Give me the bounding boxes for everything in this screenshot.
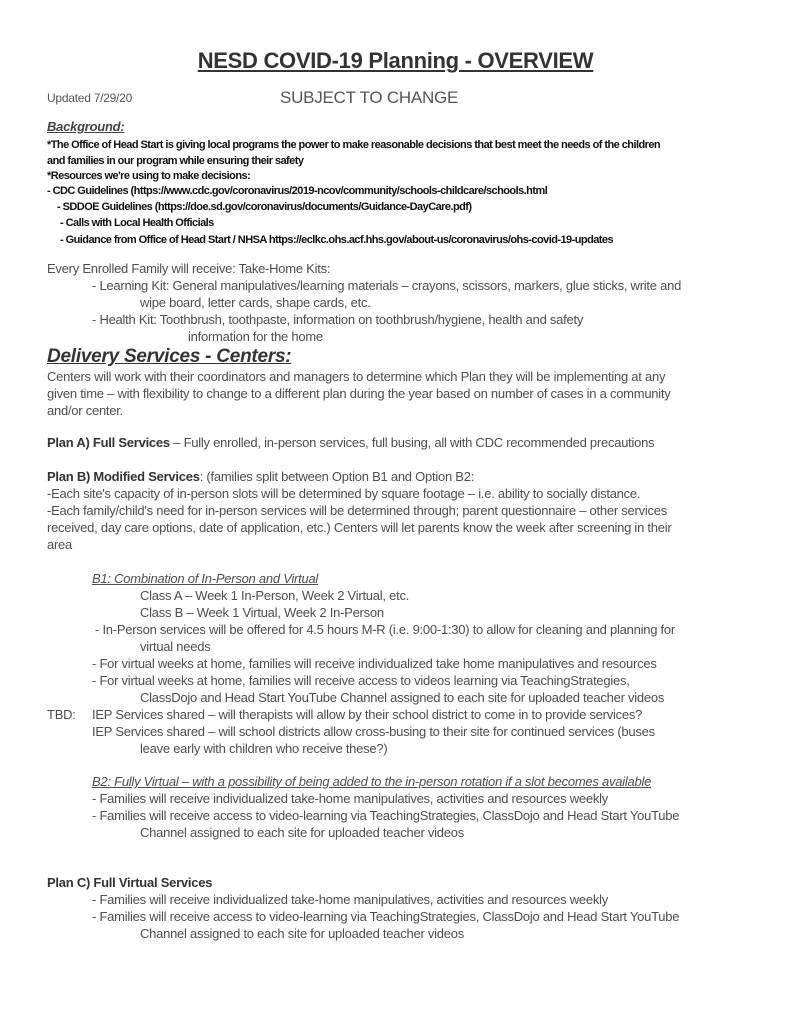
- plan-c-line-1: - Families will receive individualized take-home manipulatives, activities and resources weekly: [92, 892, 608, 907]
- background-line: and families in our program while ensuring their safety: [47, 155, 304, 167]
- plan-b-line: received, day care options, date of application, etc.) Centers will let parents know the week after screening in their: [47, 520, 672, 535]
- b1-class-b: Class B – Week 1 Virtual, Week 2 In-Person: [140, 605, 384, 620]
- health-kit: - Health Kit: Toothbrush, toothpaste, information on toothbrush/hygiene, health and safety: [92, 312, 584, 327]
- resource-head-start: - Guidance from Office of Head Start / NHSA https://eclkc.ohs.acf.hhs.gov/about-us/coronavirus/ohs-covid-19-updates: [60, 234, 614, 246]
- plan-b-line: -Each site's capacity of in-person slots will be determined by square footage – i.e. ability to socially distance.: [47, 486, 641, 501]
- delivery-heading: Delivery Services - Centers:: [47, 346, 292, 367]
- plan-c-line-2: - Families will receive access to video-learning via TeachingStrategies, ClassDojo and Head Start YouTube: [92, 909, 680, 924]
- background-heading: Background:: [47, 119, 125, 134]
- b2-line-2: - Families will receive access to video-learning via TeachingStrategies, ClassDojo and Head Start YouTube: [92, 808, 680, 823]
- iep-2: IEP Services shared – will school districts allow cross-busing to their site for continued services (buses: [92, 724, 655, 739]
- b1-heading: B1: Combination of In-Person and Virtual: [92, 571, 319, 586]
- kits-intro: Every Enrolled Family will receive: Take-Home Kits:: [47, 261, 331, 276]
- plan-c-line-2-cont: Channel assigned to each site for uploaded teacher videos: [140, 926, 464, 941]
- b1-virtual-2: - For virtual weeks at home, families will receive access to videos learning via TeachingStrategies,: [92, 673, 630, 688]
- plan-b-line: -Each family/child's need for in-person services will be determined through; parent questionnaire – other services: [47, 503, 667, 518]
- page-title: NESD COVID-19 Planning - OVERVIEW: [197, 48, 594, 73]
- plan-c-label: Plan C) Full Virtual Services: [47, 875, 213, 890]
- b1-class-a: Class A – Week 1 In-Person, Week 2 Virtual, etc.: [140, 588, 410, 603]
- resource-health-officials: - Calls with Local Health Officials: [60, 217, 214, 229]
- background-line: *Resources we're using to make decisions:: [47, 170, 251, 182]
- iep-1: IEP Services shared – will therapists will allow by their school district to come in to provide services?: [92, 707, 643, 722]
- iep-2-cont: leave early with children who receive these?): [140, 741, 388, 756]
- delivery-intro: given time – with flexibility to change to a different plan during the year based on number of cases in a community: [47, 386, 671, 401]
- b1-virtual-1: - For virtual weeks at home, families will receive individualized take home manipulatives and resources: [92, 656, 657, 671]
- plan-b: [47, 469, 474, 485]
- plan-a: [47, 435, 654, 451]
- plan-b-text: : (families split between Option B1 and Option B2:: [199, 469, 475, 484]
- b1-virtual-2-cont: ClassDojo and Head Start YouTube Channel assigned to each site for uploaded teacher videos: [140, 690, 665, 705]
- background-line: *The Office of Head Start is giving local programs the power to make reasonable decisions that best meet the needs of the children: [47, 139, 661, 151]
- b2-heading: B2: Fully Virtual – with a possibility of being added to the in-person rotation if a slot becomes available: [92, 774, 652, 789]
- resource-cdc: - CDC Guidelines (https://www.cdc.gov/coronavirus/2019-ncov/community/schools-childcare/schools.html: [47, 185, 548, 197]
- subject-to-change: SUBJECT TO CHANGE: [280, 88, 459, 107]
- learning-kit: - Learning Kit: General manipulatives/learning materials – crayons, scissors, markers, glue sticks, write and: [92, 278, 682, 293]
- b1-inperson: - In-Person services will be offered for 4.5 hours M-R (i.e. 9:00-1:30) to allow for cleaning and planning for: [95, 622, 675, 637]
- tbd-label: TBD:: [47, 707, 76, 722]
- delivery-intro: and/or center.: [47, 403, 123, 418]
- b2-line-1: - Families will receive individualized take-home manipulatives, activities and resources weekly: [92, 791, 608, 806]
- health-kit-cont: information for the home: [188, 329, 323, 344]
- plan-b-label: Plan B) Modified Services: [47, 469, 200, 484]
- delivery-intro: Centers will work with their coordinators and managers to determine which Plan they will be implementing at any: [47, 369, 666, 384]
- learning-kit-cont: wipe board, letter cards, shape cards, etc.: [140, 295, 371, 310]
- resource-sddoe: - SDDOE Guidelines (https://doe.sd.gov/coronavirus/documents/Guidance-DayCare.pdf): [57, 201, 472, 213]
- plan-a-text: – Fully enrolled, in-person services, full busing, all with CDC recommended precautions: [169, 435, 655, 450]
- plan-a-label: Plan A) Full Services: [47, 435, 170, 450]
- plan-b-line: area: [47, 537, 73, 552]
- b2-line-2-cont: Channel assigned to each site for uploaded teacher videos: [140, 825, 464, 840]
- b1-inperson-cont: virtual needs: [140, 639, 211, 654]
- updated-date: Updated 7/29/20: [47, 91, 132, 105]
